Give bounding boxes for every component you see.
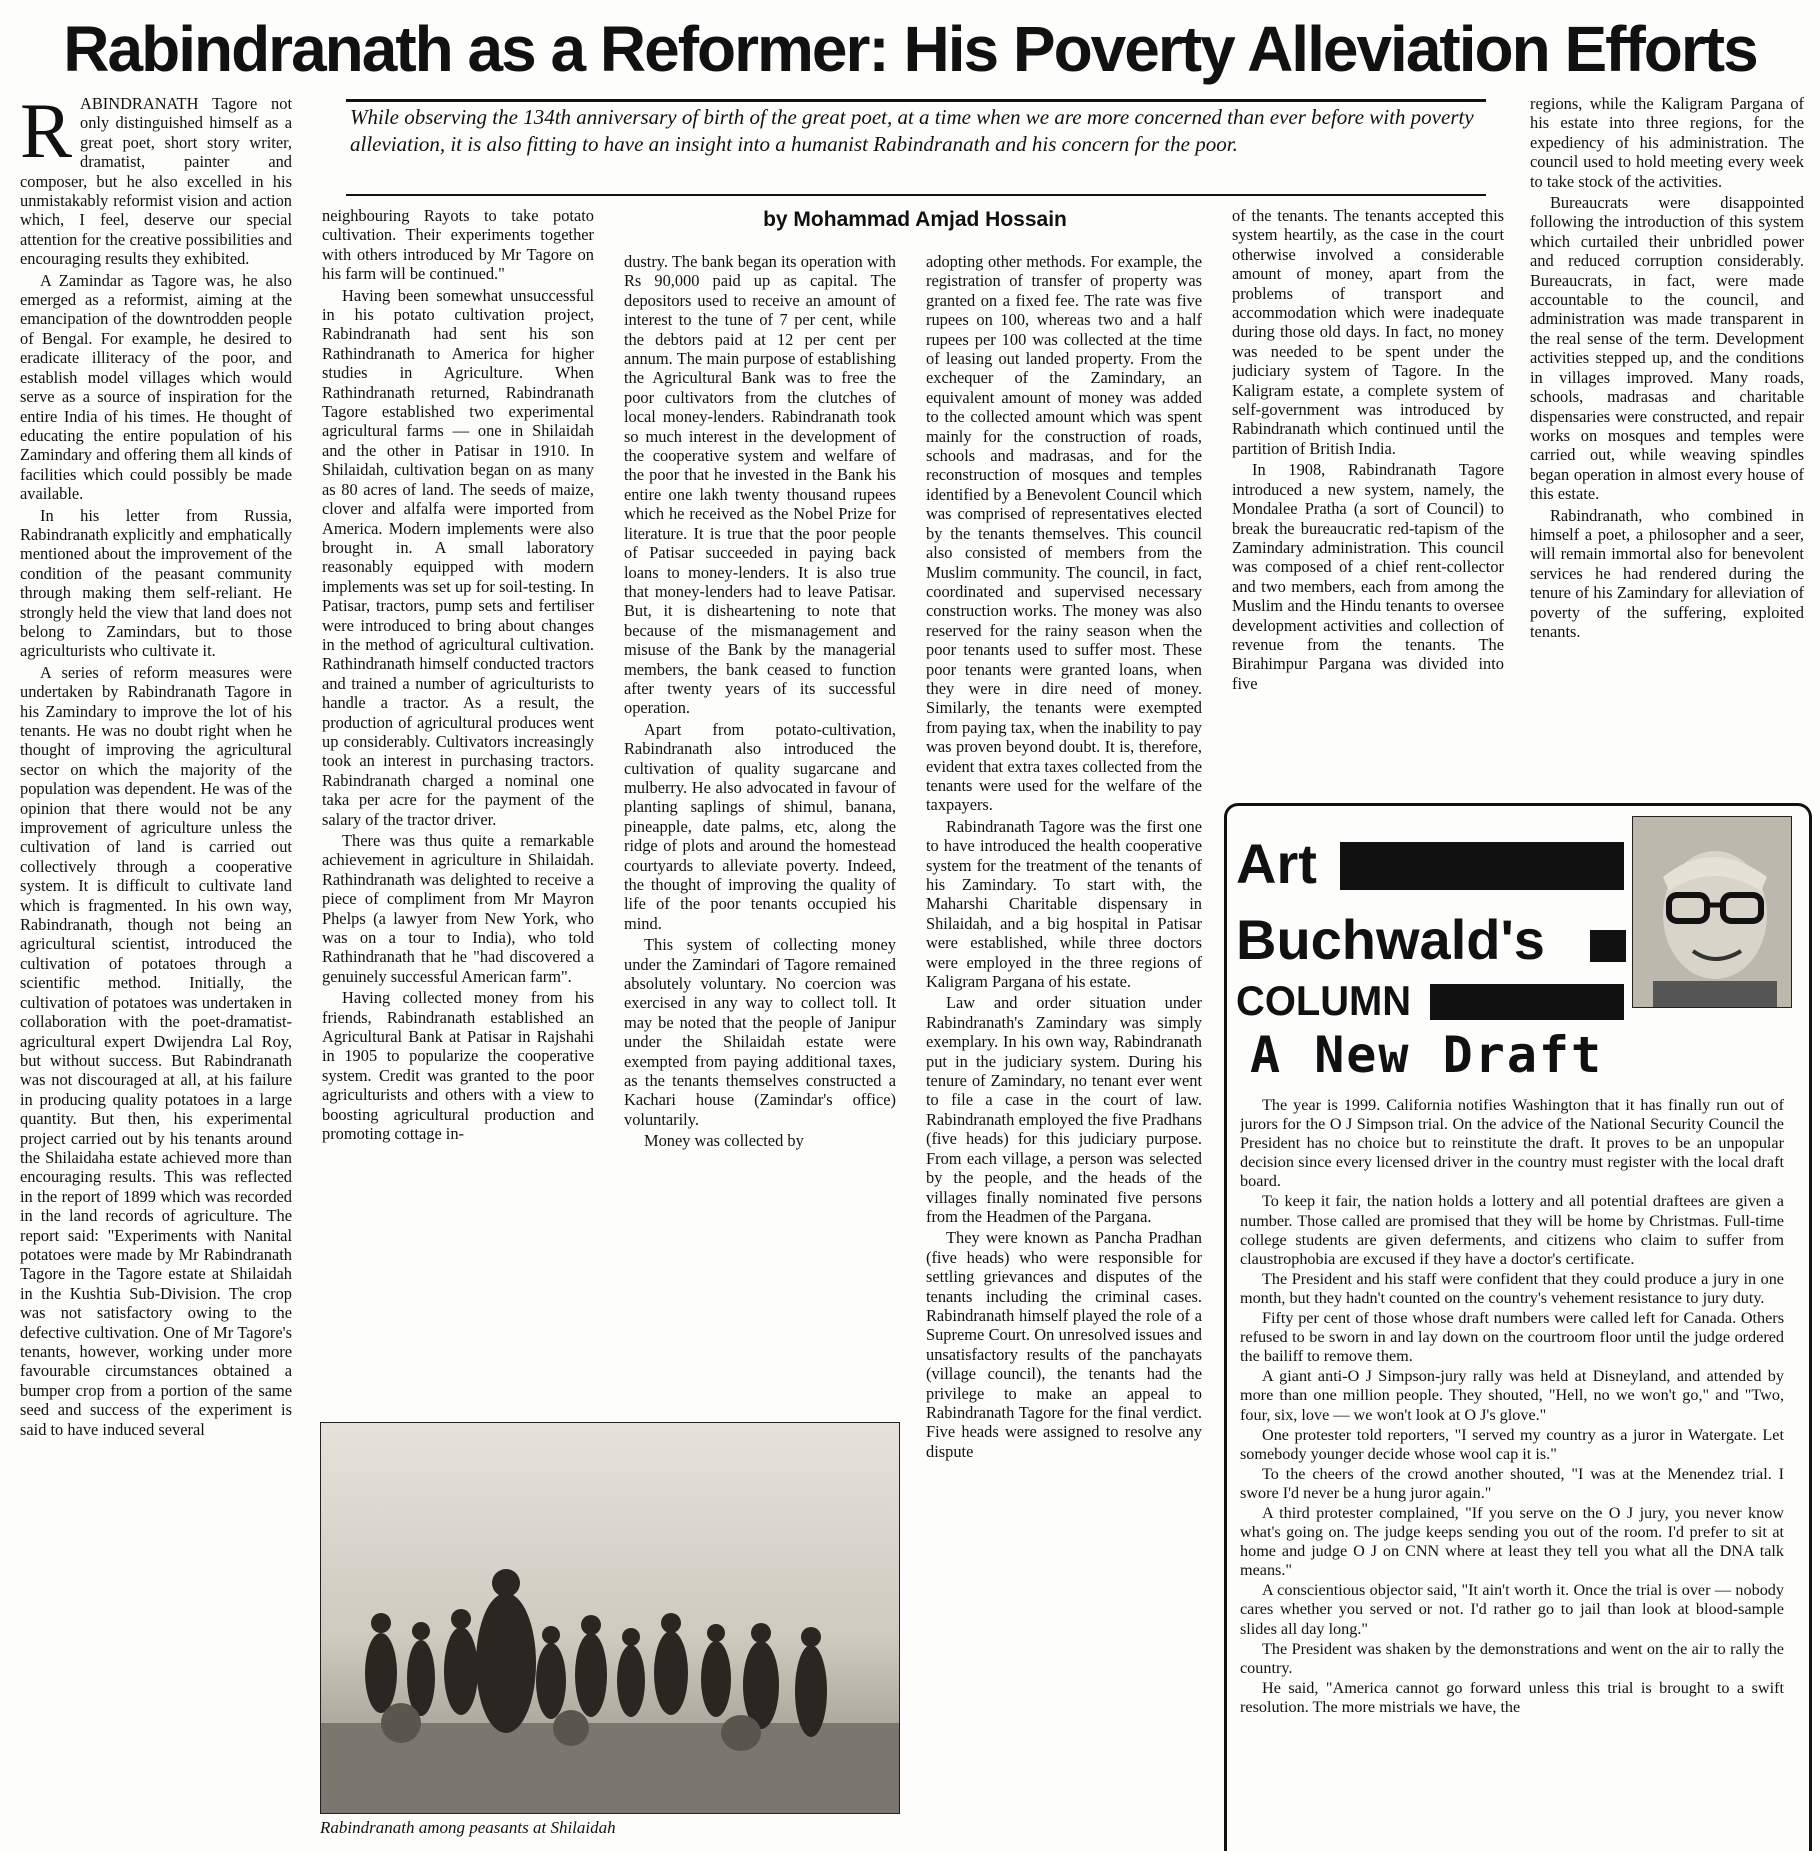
author-portrait — [1632, 816, 1792, 1008]
article-paragraph: Having been somewhat unsuccessful in his potato cultivation project, Rabindranath had sent his son Rathindranath to America for higher studies in Agriculture. When Rathindranath returned, Rabindranath Tagore established two experimental agricultural farms — one in Shilaidah and the other in Patisar in 1910. In Shilaidah, cultivation began on as many as 80 acres of land. The seeds of maize, clover and alfalfa were imported from America. Modern implements were also brought in. A small laboratory reasonably equipped with modern implements was set up for soil-testing. In Patisar, tractors, pump sets and fertiliser were introduced to bring about changes in the method of agricultural cultivation. Rathindranath himself conducted tractors and trained a number of agriculturists to handle a tractor. As a result, the production of agricultural produces went up considerably. Cultivators increasingly took an interest in purchasing tractors. Rabindranath charged a nominal one taka per acre for the payment of the salary of the tractor driver. — [322, 285, 594, 829]
article-paragraph: Rabindranath Tagore was the first one to have introduced the health cooperative system for the treatment of the tenants of his Zamindary. To start with, the Maharshi Charitable dispensary in Shilaidah, and a big hospital in Patisar were established, while three doctors were employed in the three regions of Kaligram Pargana of his estate. — [926, 816, 1202, 992]
logo-bar — [1430, 984, 1624, 1020]
column-paragraph: The year is 1999. California notifies Washington that it has finally run out of jurors for the O J Simpson trial. On the advice of the National Security Council the President has no choice but to reinstitute the draft. It proves to be an unpopular decision since every licensed driver in the country must register with the local draft board. — [1240, 1096, 1784, 1191]
portrait-illustration — [1633, 817, 1791, 1007]
article-paragraph: adopting other methods. For example, the registration of transfer of property was granted on a fixed fee. The rate was five rupees on 100, whereas two and a half rupees per 100 was collected at the time of leasing out landed property. From the exchequer of the Zamindary, an equivalent amount of money was added to the collected amount which was spent mainly for the construction of roads, schools and madrasas, and for the reconstruction of mosques and temples identified by a Benevolent Council which was comprised of representatives elected by the tenants themselves. This council also consisted of members from the Muslim community. The council, in fact, coordinated and supervised necessary construction works. The money was also reserved for the rainy season when the poor tenants used to suffer most. These poor tenants were granted loans, when they were in dire need of money. Similarly, the tenants were exempted from paying tax, when the inability to pay was proven beyond doubt. It is, therefore, evident that extra taxes collected from the tenants were used for the welfare of the taxpayers. — [926, 252, 1202, 815]
photo-peasants — [320, 1422, 900, 1814]
article-paragraph: Rabindranath, who combined in himself a poet, a philosopher and a seer, will remain immortal also for benevolent services he had rendered during the tenure of his Zamindary for alleviation of poverty of the suffering, exploited tenants. — [1530, 505, 1804, 641]
article-paragraph: There was thus quite a remarkable achievement in agriculture in Shilaidah. Rathindranath was delighted to receive a piece of compliment from Mr Mayron Phelps (a lawyer from New York, who was on a tour to India), who told Rathindranath that he "had discovered a genuinely successful American farm". — [322, 831, 594, 986]
column-paragraph: The President and his staff were confident that they could produce a jury in one month, but they hadn't counted on the country's vehement resistance to jury duty. — [1240, 1269, 1784, 1307]
article-column-6 — [1530, 94, 1804, 794]
logo-bar — [1340, 842, 1624, 890]
article-paragraph: They were known as Pancha Pradhan (five heads) who were responsible for settling grievances and disputes of the tenants including the criminal cases. Rabindranath himself played the role of a Supreme Court. On unresolved issues and unsatisfactory results of the panchayats (village council), the tenants had the privilege to make an appeal to Rabindranath Tagore for the final verdict. Five heads were assigned to resolve any dispute — [926, 1228, 1202, 1461]
headline: Rabindranath as a Reformer: His Poverty Alleviation Efforts — [63, 13, 1757, 85]
column-paragraph: A third protester complained, "If you serve on the O J jury, you never know what's going on. The judge keeps sending you out of the room. I'd prefer to sit at home and judge O J on CNN where at least they tell you what all the DNA talk means." — [1240, 1503, 1784, 1580]
column-paragraph: The President was shaken by the demonstrations and went on the air to rally the country. — [1240, 1639, 1784, 1677]
article-column-2 — [322, 206, 594, 1410]
column-paragraph: To keep it fair, the nation holds a lottery and all potential draftees are given a number. Those called are promised that they will be home by Christmas. Full-time college students are given deferments, and citizens who claim to suffer from claustrophobia are excused if they have a doctor's certificate. — [1240, 1192, 1784, 1268]
article-column-1 — [20, 94, 292, 1840]
column-paragraph: A giant anti-O J Simpson-jury rally was held at Disneyland, and attended by more than one million people. They shouted, "Hell, no we won't go," and "Two, four, six, love — we won't look at O J's glove." — [1240, 1367, 1784, 1424]
article-paragraph: Law and order situation under Rabindranath's Zamindary was simply exemplary. In his own way, Rabindranath put in the judiciary system. During his tenure of Zamindary, no tenant ever went to file a case in the court of law. Rabindranath employed the five Pradhans (five heads) for this judiciary purpose. From each village, a person was selected by the people, and the heads of the villages finally nominated five persons from the Headmen of the Pargana. — [926, 993, 1202, 1226]
column-title: A New Draft — [1250, 1026, 1604, 1084]
article-paragraph: A series of reform measures were undertaken by Rabindranath Tagore in his Zamindary to improve the lot of his tenants. He was no doubt right when he thought of improving the agricultural sector on which the majority of the population was dependent. He was of the opinion that there would not be any improvement of agriculture unless the cultivation of land is carried out collectively through a cooperative system. It is difficult to cultivate land which is fragmented. In his own way, Rabindranath, though not being an agricultural scientist, introduced the cultivation of potatoes through a scientific method. Initially, the cultivation of potatoes was undertaken in collaboration with the poet-dramatist-agricultural expert Dwijendra Lal Roy, but without success. But Rabindranath was not discouraged at all, at his failure in producing quality potatoes in a large quantity. But then, his experimental project carried out by his tenants around the Shilaidaha estate achieved more than encouraging results. This was reflected in the report of 1899 which was recorded in the land records of agriculture. The report said: "Experiments with Nanital potatoes were made by Mr Rabindranath Tagore in the Tagore estate at Shilaidah in the Kushtia Sub-Division. The crop was not satisfactory owing to the defective cultivation. One of Mr Tagore's tenants, however, working under more favourable circumstances obtained a bumper crop from a portion of the same seed and success of the experiment is said to have induced several — [20, 662, 292, 1439]
standfirst-rule-bottom — [346, 194, 1486, 196]
column-logo-name: Buchwald's — [1236, 908, 1545, 971]
article-paragraph: Having collected money from his friends, Rabindranath established an Agricultural Bank at Patisar in Rajshahi in 1905 to popularize the cooperative system. Credit was granted to the poor agriculturists and others with a view to boosting agricultural production and promoting cottage in- — [322, 988, 594, 1144]
column-logo-column: COLUMN — [1236, 977, 1412, 1024]
photo-illustration — [321, 1423, 899, 1813]
column-paragraph: To the cheers of the crowd another shouted, "I was at the Menendez trial. I swore I'd never be a hung juror again." — [1240, 1464, 1784, 1502]
article-paragraph: RABINDRANATH Tagore not only distinguished himself as a great poet, short story writer, dramatist, painter and composer, but he also excelled in his unmistakably reformist vision and action which, I feel, deserve our special attention for the creative possibilities and encouraging results they exhibited. — [20, 94, 292, 269]
article-paragraph: of the tenants. The tenants accepted this system heartily, as the case in the court otherwise involved a considerable amount of money, apart from the problems of transport and accommodation which were inadequate during those old days. In fact, no money was needed to be spent under the judiciary system of Tagore. In the Kaligram estate, a complete system of self-government was introduced by Rabindranath which continued until the partition of British India. — [1232, 206, 1504, 458]
standfirst: While observing the 134th anniversary of birth of the great poet, at a time when we are more concerned than ever before with poverty alleviation, it is also fitting to have an insight into a humanist Rabindranath and his concern for the poor. — [350, 105, 1474, 156]
article-paragraph: In his letter from Russia, Rabindranath explicitly and emphatically mentioned about the improvement of the condition of the peasant community through making them self-reliant. He strongly held the view that land does not belong to Zamindars, but to those agriculturists who cultivate it. — [20, 505, 292, 661]
article-column-3 — [624, 252, 896, 1412]
byline: by Mohammad Amjad Hossain — [763, 208, 1067, 231]
column-paragraph: He said, "America cannot go forward unless this trial is brought to a swift resolution. The more mistrials we have, the — [1240, 1678, 1784, 1716]
column-paragraph: One protester told reporters, "I served my country as a juror in Watergate. Let somebody younger decide whose wool cap it is." — [1240, 1425, 1784, 1463]
article-paragraph: dustry. The bank began its operation with Rs 90,000 paid up as capital. The depositors used to receive an amount of interest to the tune of 7 per cent, while the debtors paid at 12 per cent per annum. The main purpose of establishing the Agricultural Bank was to free the poor cultivators from the clutches of local money-lenders. Rabindranath took so much interest in the development of the cooperative system and welfare of the poor that he invested in the Bank his entire one lakh twenty thousand rupees which he received as the Nobel Prize for literature. It is true that the poor people of Patisar succeeded in paying back loans to money-lenders. It is also true that money-lenders had to leave Patisar. But, it is disheartening to note that because of the mismanagement and misuse of the Bank by the managerial members, the bank ceased to function after twenty years of its successful operation. — [624, 252, 896, 718]
article-paragraph: This system of collecting money under the Zamindari of Tagore remained absolutely voluntary. No coercion was exercised in any way to collect toll. It may be noted that the people of Janipur under the Shilaidah estate were exempted from paying additional taxes, as the tenants themselves constructed a Kachari house (Zamindar's office) voluntarily. — [624, 935, 896, 1129]
article-paragraph: Bureaucrats were disappointed following the introduction of this system which curtailed their unbridled power and reduced corruption considerably. Bureaucrats, in fact, were made accountable to the council, and administration was made transparent in the real sense of the term. Development activities stepped up, and the conditions in villages improved. Many roads, schools, madrasas and charitable dispensaries were constructed, and repair works on mosques and temples were carried out, while weaving spindles began operation in almost every house of this estate. — [1530, 193, 1804, 504]
article-paragraph: neighbouring Rayots to take potato cultivation. Their experiments together with others introduced by Mr Tagore on his farm will be continued." — [322, 206, 594, 284]
standfirst-rule-top — [346, 99, 1486, 102]
column-paragraph: A conscientious objector said, "It ain't worth it. Once the trial is over — nobody cares whether you served or not. I'd rather go to jail than look at blood-sample slides all day long." — [1240, 1581, 1784, 1638]
article-column-5 — [1232, 206, 1504, 796]
photo-caption: Rabindranath among peasants at Shilaidah — [320, 1818, 616, 1837]
buchwald-column-text — [1240, 1096, 1784, 1844]
column-paragraph: Fifty per cent of those whose draft numbers were called left for Canada. Others refused to be sworn in and lay down on the courtroom floor until the judge ordered the bailiff to remove them. — [1240, 1309, 1784, 1366]
article-paragraph: In 1908, Rabindranath Tagore introduced a new system, namely, the Mondalee Pratha (a sort of Council) to break the bureaucratic red-tapism of the Zamindary administration. This council was composed of a chief rent-collector and two members, each from among the Muslim and the Hindu tenants to oversee development activities and collection of revenue from the tenants. The Birahimpur Pargana was divided into five — [1232, 460, 1504, 693]
article-paragraph: A Zamindar as Tagore was, he also emerged as a reformist, aiming at the emancipation of the downtrodden people of Bengal. For example, he desired to eradicate illiteracy of the poor, and establish model villages which would serve as a source of inspiration for the entire India of his times. He thought of educating the entire population of his Zamindary and offering them all kinds of facilities which could possibly be made available. — [20, 270, 292, 504]
drop-cap: R — [20, 94, 73, 174]
column-logo-art: Art — [1236, 832, 1317, 895]
logo-bar — [1590, 930, 1626, 962]
article-paragraph: Money was collected by — [644, 1131, 804, 1151]
article-paragraph: Apart from potato-cultivation, Rabindranath also introduced the cultivation of quality sugarcane and mulberry. He also advocated in favour of planting saplings of shimul, banana, pineapple, date palms, etc, along the ridge of plots and around the homestead courtyards to alleviate poverty. Indeed, the thought of improving the quality of life of the poor tenants occupied his mind. — [624, 719, 896, 933]
article-paragraph: regions, while the Kaligram Pargana of his estate into three regions, for the expediency of his administration. The council used to hold meeting every week to take stock of the activities. — [1530, 94, 1804, 191]
article-column-4 — [926, 252, 1202, 1842]
